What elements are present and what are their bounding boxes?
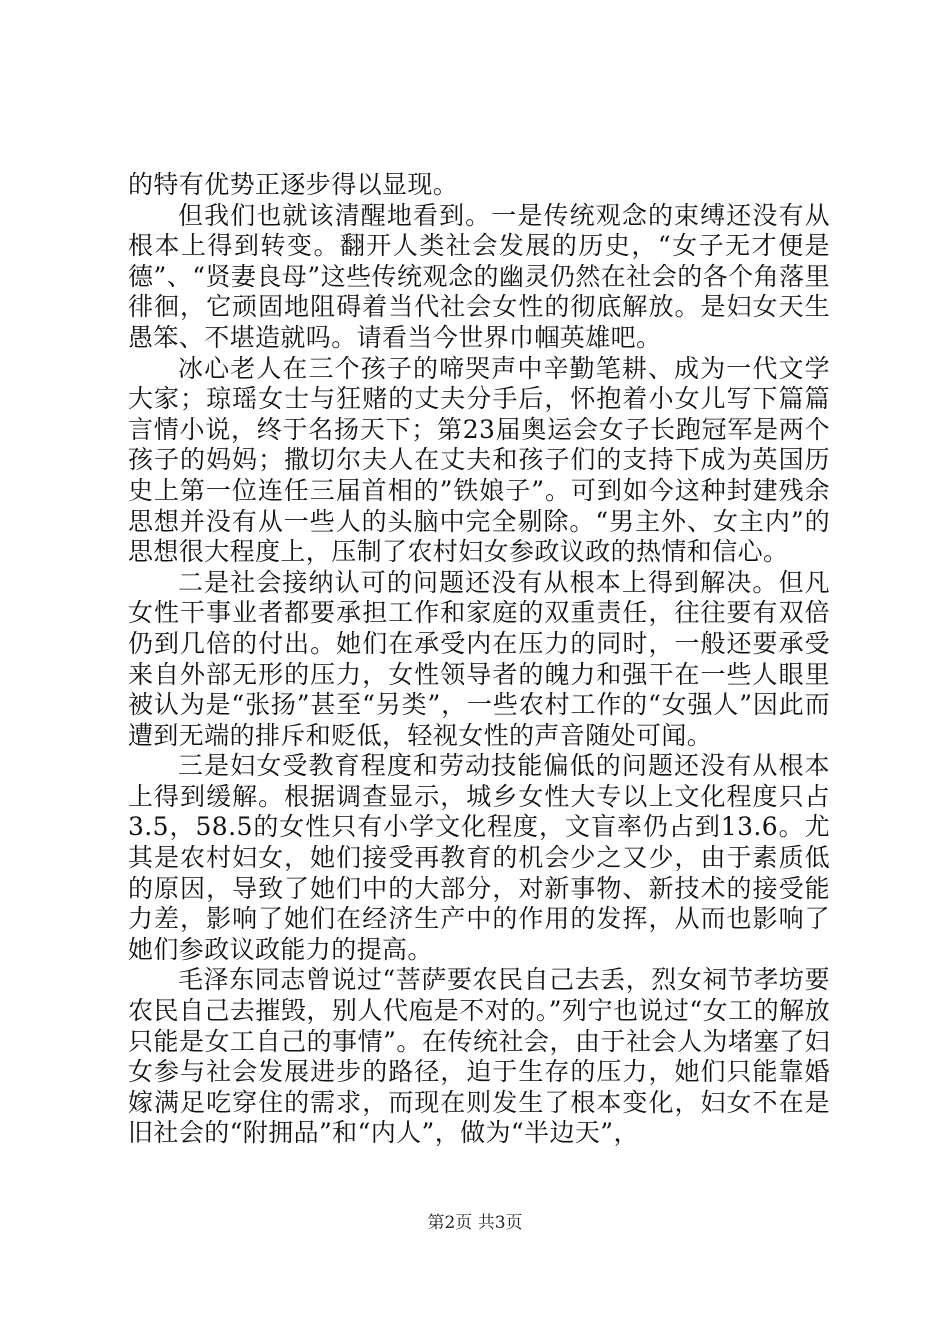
paragraph-5: 三是妇女受教育程度和劳动技能偏低的问题还没有从根本上得到缓解。根据调查显示，城乡女性大专以上文化程度只占3.5，58.5的女性只有小学文化程度，文盲率仍占到13.6。尤其是农村妇女，她们接受再教育的机会少之又少，由于素质低的原因，导致了她们中的大部分，对新事物、新技术的接受能力差，影响了她们在经济生产中的作用的发挥，从而也影响了她们参政议政能力的提高。	[128, 751, 830, 964]
paragraph-1: 的特有优势正逐步得以显现。	[128, 170, 459, 199]
document-body	[128, 170, 830, 1149]
paragraph-3: 冰心老人在三个孩子的啼哭声中辛勤笔耕、成为一代文学大家；琼瑶女士与狂赌的丈夫分手后，怀抱着小女儿写下篇篇言情小说，终于名扬天下；第23届奥运会女子长跑冠军是两个孩子的妈妈；撒切尔夫人在丈夫和孩子们的支持下成为英国历史上第一位连任三届首相的”铁娘子”。可到如今这种封建残余思想并没有从一些人的头脑中完全剔除。“男主外、女主内”的思想很大程度上，压制了农村妇女参政议政的热情和信心。	[128, 353, 830, 567]
paragraph-2: 但我们也就该清醒地看到。一是传统观念的束缚还没有从根本上得到转变。翻开人类社会发展的历史，“女子无才便是德”、“贤妻良母”这些传统观念的幽灵仍然在社会的各个角落里徘徊，它顽固地阻碍着当代社会女性的彻底解放。是妇女天生愚笨、不堪造就吗。请看当今世界巾帼英雄吧。	[128, 200, 830, 352]
paragraph-4: 二是社会接纳认可的问题还没有从根本上得到解决。但凡女性干事业者都要承担工作和家庭的双重责任，往往要有双倍仍到几倍的付出。她们在承受内在压力的同时，一般还要承受来自外部无形的压力，女性领导者的魄力和强干在一些人眼里被认为是“张扬”甚至“另类”，一些农村工作的“女强人”因此而遭到无端的排斥和贬低，轻视女性的声音随处可闻。	[128, 567, 830, 750]
page-number-footer: 第2页 共3页	[427, 1213, 523, 1233]
paragraph-6: 毛泽东同志曾说过“菩萨要农民自己去丢，烈女祠节孝坊要农民自己去摧毁，别人代庖是不对的。”列宁也说过“女工的解放只能是女工自己的事情”。在传统社会，由于社会人为堵塞了妇女参与社会发展进步的路径，迫于生存的压力，她们只能靠婚嫁满足吃穿住的需求，而现在则发生了根本变化，妇女不在是旧社会的“附拥品”和“内人”，做为“半边天”，	[128, 965, 830, 1148]
